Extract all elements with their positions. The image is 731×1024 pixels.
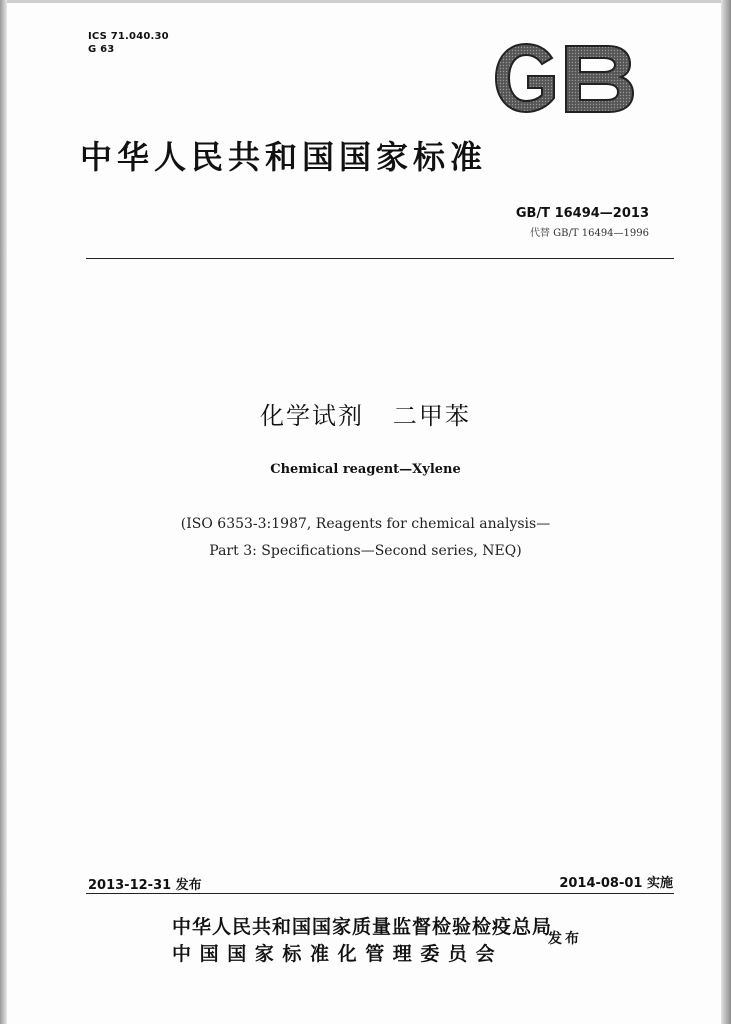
document-title-en: Chemical reagent—Xylene <box>270 462 461 477</box>
class-code: G 63 <box>88 44 115 55</box>
classification-codes <box>88 30 169 56</box>
standard-title: 中华人民共和国国家标准 <box>80 138 488 176</box>
ics-code: ICS 71.040.30 <box>88 31 169 42</box>
standard-number: GB/T 16494—2013 <box>515 206 649 221</box>
issuer-sac: 中国国家标准化管理委员会 <box>172 943 504 965</box>
footer-divider <box>86 893 674 894</box>
scan-edge-top <box>0 0 731 3</box>
issuer-aqsiq: 中华人民共和国国家质量监督检验检疫总局 <box>172 916 553 938</box>
header-divider <box>86 258 674 259</box>
implementation-date: 2014-08-01 实施 <box>559 876 673 891</box>
publish-label: 发布 <box>548 931 582 947</box>
gb-logo <box>490 40 638 116</box>
iso-reference-line-1: (ISO 6353-3:1987, Reagents for chemical analysis— <box>180 516 551 532</box>
issue-date: 2013-12-31 发布 <box>88 878 202 893</box>
document-title-cn: 化学试剂 二甲苯 <box>260 402 471 430</box>
replaces-standard: 代替 GB/T 16494—1996 <box>530 228 649 239</box>
iso-reference-line-2: Part 3: Specifications—Second series, NEQ) <box>209 543 522 559</box>
iso-reference <box>0 511 731 565</box>
